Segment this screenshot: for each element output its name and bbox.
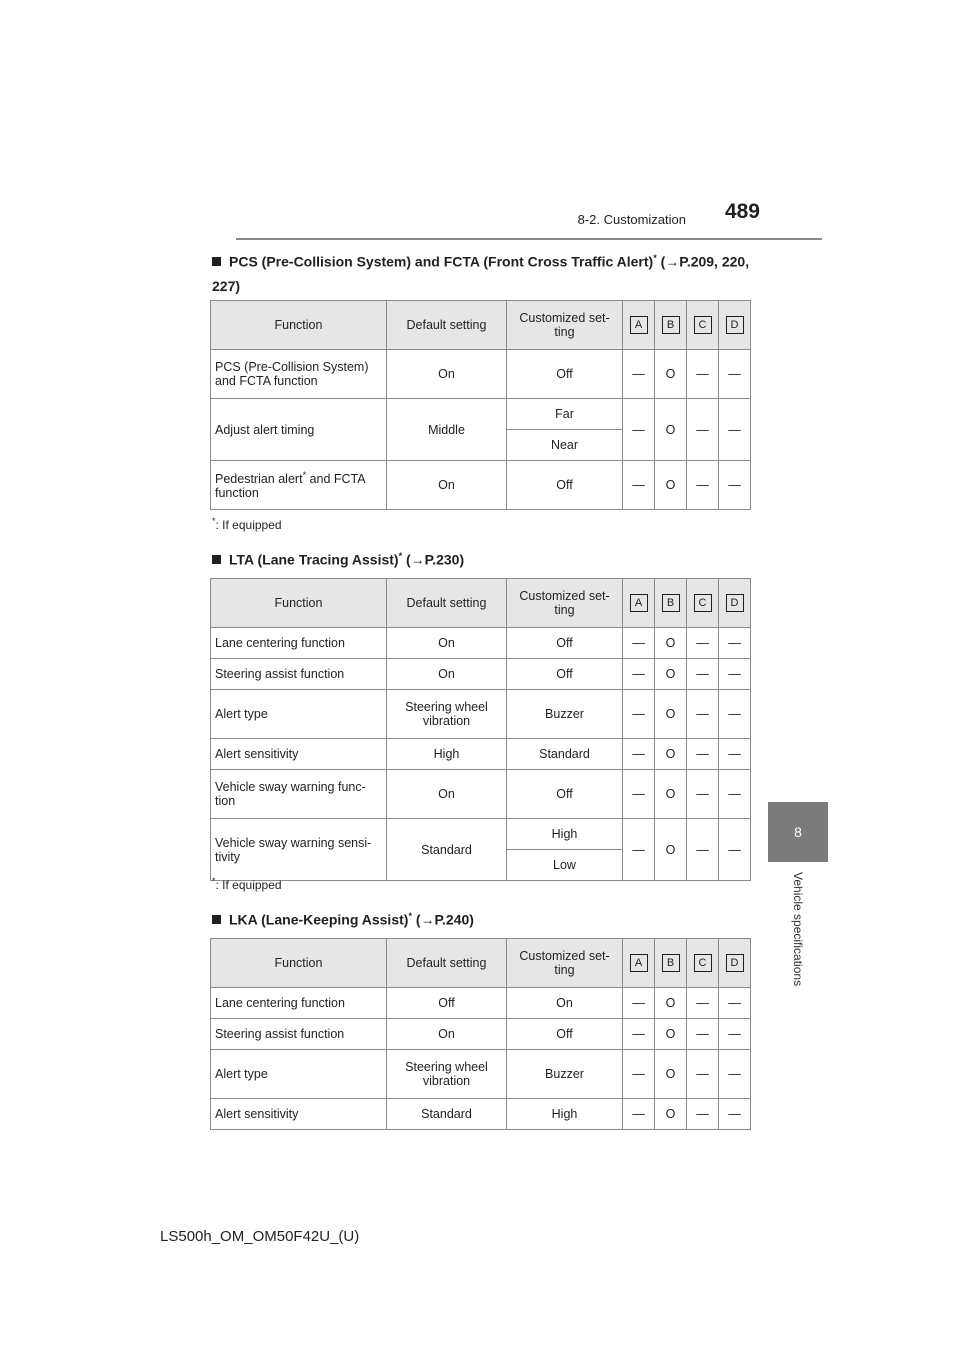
pcs-table	[210, 300, 751, 510]
table-row: Vehicle sway warning sensi-tivity Standard High — O — —	[211, 819, 751, 850]
lka-heading: LKA (Lane-Keeping Assist)* (→P.240)	[212, 904, 474, 932]
column-b: B	[662, 316, 680, 334]
chapter-tab[interactable]	[768, 802, 828, 862]
footnote: *: If equipped	[212, 876, 282, 892]
chapter-number: 8	[794, 824, 802, 840]
table-row: Lane centering function On Off — O — —	[211, 628, 751, 659]
column-a: A	[630, 316, 648, 334]
table-header-row: Function Default setting Customized set-ting A B C D	[211, 939, 751, 988]
section-title: 8-2. Customization	[577, 212, 686, 227]
table-row: Vehicle sway warning func-tion On Off — O — —	[211, 770, 751, 819]
column-d: D	[726, 316, 744, 334]
page-number: 489	[724, 200, 760, 223]
table-row: Lane centering function Off On — O — —	[211, 988, 751, 1019]
footnote: *: If equipped	[212, 516, 282, 532]
bullet-square-icon	[212, 915, 221, 924]
pcs-heading: PCS (Pre-Collision System) and FCTA (Front Cross Traffic Alert)* (→P.209, 220, 227)	[212, 253, 750, 294]
table-row: Steering assist function On Off — O — —	[211, 1019, 751, 1050]
bullet-square-icon	[212, 555, 221, 564]
table-row: PCS (Pre-Collision System) and FCTA function On Off — O — —	[211, 350, 751, 399]
column-customized: Customized set-ting	[507, 301, 623, 350]
bullet-square-icon	[212, 257, 221, 266]
table-row: Adjust alert timing Middle Far — O — —	[211, 399, 751, 430]
chapter-label	[788, 872, 808, 1012]
table-header-row: Function Default setting Customized set-ting A B C D	[211, 579, 751, 628]
table-header-row	[211, 301, 751, 350]
table-row: Low	[211, 850, 751, 881]
footer-model-code: LS500h_OM_OM50F42U_(U)	[160, 1228, 360, 1245]
chapter-label-text: Vehicle specifications	[791, 872, 805, 987]
table-row: Pedestrian alert* and FCTA function On Off — O — —	[211, 461, 751, 510]
lka-table	[210, 938, 751, 1130]
column-c: C	[694, 316, 712, 334]
table-row: Alert type Steering wheel vibration Buzzer — O — —	[211, 1050, 751, 1099]
table-row: Alert sensitivity High Standard — O — —	[211, 739, 751, 770]
page-header	[236, 196, 822, 240]
lta-heading: LTA (Lane Tracing Assist)* (→P.230)	[212, 544, 464, 572]
lta-table	[210, 578, 751, 881]
table-row: Near	[211, 430, 751, 461]
column-function: Function	[211, 301, 387, 350]
table-row: Alert sensitivity Standard High — O — —	[211, 1099, 751, 1130]
table-row: Alert type Steering wheel vibration Buzzer — O — —	[211, 690, 751, 739]
column-default: Default setting	[387, 301, 507, 350]
table-row: Steering assist function On Off — O — —	[211, 659, 751, 690]
